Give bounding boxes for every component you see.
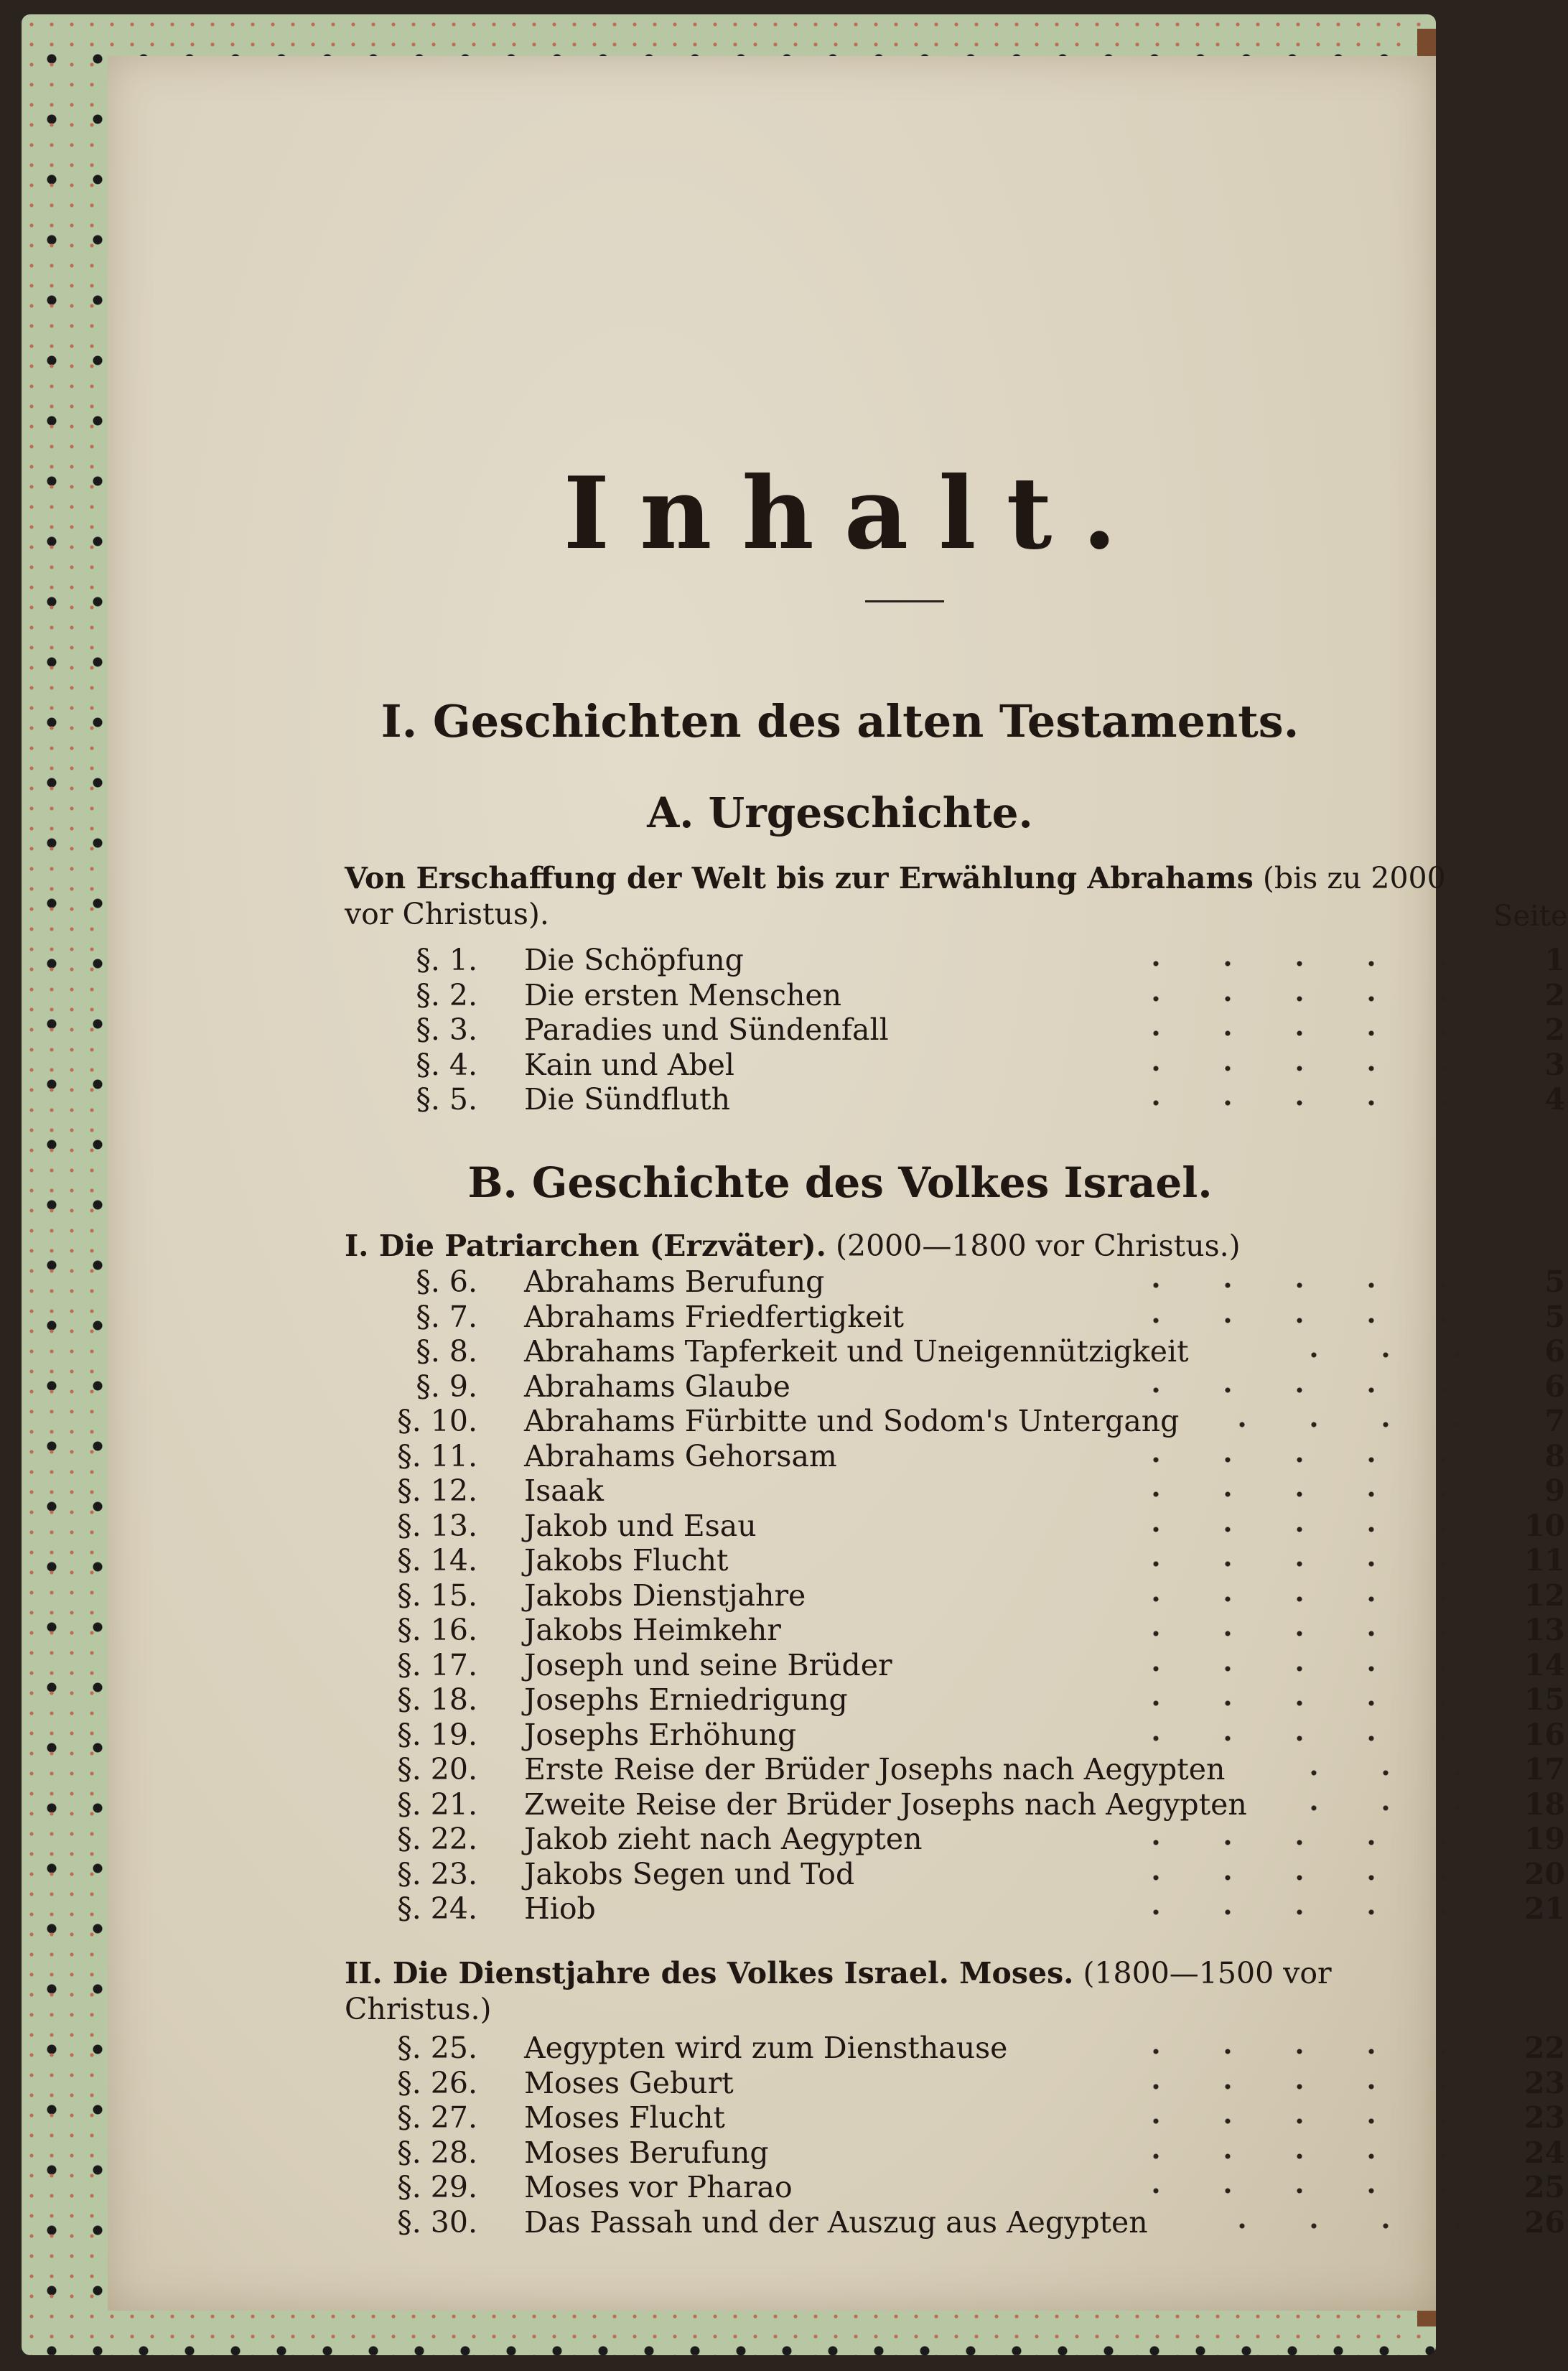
toc-dot-leader [1120, 995, 1493, 1002]
section-b-sub1 [345, 1228, 1450, 1264]
toc-dot-leader [1120, 2153, 1493, 2160]
toc-dot-leader [1120, 1387, 1493, 1394]
toc-dot-leader [1120, 2118, 1493, 2125]
toc-entry [345, 1369, 1565, 1404]
toc-entry-title: Abrahams Berufung [524, 1264, 825, 1299]
toc-entry-page: 8 [1544, 1438, 1565, 1473]
toc-entry [345, 1682, 1565, 1717]
toc-entry [345, 1012, 1565, 1047]
toc-entry-number: §. 19. [397, 1717, 477, 1752]
toc-dot-leader [1206, 1421, 1493, 1428]
toc-entry-number: §. 2. [416, 977, 477, 1012]
toc-entry-page: 20 [1523, 1856, 1565, 1891]
toc-entry-page: 26 [1523, 2204, 1565, 2240]
toc-entry-page: 15 [1523, 1682, 1565, 1717]
toc-dot-leader [1120, 1065, 1493, 1072]
toc-entry-title: Joseph und seine Brüder [524, 1647, 892, 1682]
toc-entry-title: Abrahams Fürbitte und Sodom's Untergang [524, 1404, 1180, 1438]
part-heading: I. Geschichten des alten Testaments. [381, 695, 1299, 747]
toc-entry [345, 1439, 1565, 1473]
toc-entry-page: 22 [1523, 2031, 1565, 2065]
toc-entry-page: 6 [1544, 1334, 1565, 1369]
toc-entry-number: §. 5. [416, 1082, 477, 1117]
toc-dot-leader [1120, 960, 1493, 967]
toc-entry-number: §. 28. [397, 2135, 477, 2170]
toc-entry-title: Abrahams Gehorsam [524, 1438, 837, 1473]
toc-entry-page: 14 [1523, 1647, 1565, 1682]
toc-dot-leader [1120, 1874, 1493, 1881]
toc-entry-title: Jakob zieht nach Aegypten [524, 1822, 923, 1856]
toc-entry-title: Die ersten Menschen [524, 977, 842, 1012]
toc-entry [345, 1334, 1565, 1369]
section-b-sub1-rest: (2000—1800 vor Christus.) [826, 1229, 1241, 1263]
toc-entry-page: 10 [1523, 1508, 1565, 1543]
toc-entry-page: 4 [1544, 1082, 1565, 1117]
toc-entry-page: 23 [1523, 2100, 1565, 2135]
toc-entry-title: Jakobs Heimkehr [524, 1613, 781, 1647]
section-a-heading: A. Urgeschichte. [647, 788, 1033, 837]
toc-entry-title: Isaak [524, 1473, 604, 1508]
toc-entry-page: 5 [1544, 1299, 1565, 1334]
toc-entry-page: 2 [1544, 1012, 1565, 1047]
toc-entry-number: §. 6. [416, 1264, 477, 1299]
toc-entry [345, 2170, 1565, 2204]
toc-dot-leader [1278, 1804, 1493, 1812]
toc-dot-leader [1120, 1630, 1493, 1637]
toc-entry [345, 1543, 1565, 1578]
toc-entry-title: Jakob und Esau [524, 1508, 757, 1543]
toc-entry-title: Abrahams Friedfertigkeit [524, 1299, 904, 1334]
toc-entry [345, 1718, 1565, 1752]
title-divider [865, 600, 944, 602]
toc-entry-page: 1 [1544, 943, 1565, 977]
toc-entry [345, 1082, 1565, 1117]
toc-entry [345, 2100, 1565, 2135]
toc-entry-number: §. 18. [397, 1682, 477, 1717]
toc-entry-title: Zweite Reise der Brüder Josephs nach Aegypten [524, 1787, 1247, 1822]
toc-entry-number: §. 30. [397, 2204, 477, 2240]
toc-entry-title: Jakobs Dienstjahre [524, 1578, 806, 1613]
toc-entry-number: §. 20. [397, 1752, 477, 1787]
toc-entry-title: Das Passah und der Auszug aus Aegypten [524, 2204, 1148, 2240]
toc-entry-page: 18 [1523, 1787, 1565, 1822]
book-page [108, 56, 1568, 2311]
toc-entry-title: Josephs Erhöhung [524, 1717, 797, 1752]
toc-entry [345, 1787, 1565, 1822]
toc-entry [345, 1300, 1565, 1334]
section-b-sub2 [345, 1955, 1450, 2027]
toc-entry-title: Moses vor Pharao [524, 2170, 793, 2204]
toc-entry-title: Abrahams Tapferkeit und Uneigennützigkeit [524, 1334, 1189, 1369]
section-b-sub2-rest: (1800—1500 vor Christus.) [345, 1956, 1332, 2026]
toc-entry-title: Die Schöpfung [524, 943, 744, 977]
toc-dot-leader [1120, 2048, 1493, 2055]
toc-dot-leader [1120, 1665, 1493, 1672]
toc-entry-number: §. 16. [397, 1613, 477, 1647]
toc-entry-number: §. 26. [397, 2065, 477, 2100]
toc-dot-leader [1120, 1456, 1493, 1463]
toc-entry-title: Hiob [524, 1891, 596, 1926]
toc-entry-page: 17 [1523, 1752, 1565, 1787]
toc-entry-title: Abrahams Glaube [524, 1369, 790, 1404]
toc-entry-page: 23 [1523, 2065, 1565, 2100]
toc-dot-leader [1120, 1317, 1493, 1324]
toc-entry-page: 7 [1544, 1404, 1565, 1438]
toc-entry-number: §. 17. [397, 1647, 477, 1682]
toc-entry [345, 943, 1565, 977]
toc-dot-leader [1120, 2187, 1493, 2194]
toc-entry-number: §. 8. [416, 1334, 477, 1369]
toc-entry [345, 978, 1565, 1012]
toc-dot-leader [1120, 1526, 1493, 1533]
section-b-heading: B. Geschichte des Volkes Israel. [467, 1158, 1213, 1207]
toc-entry [345, 1857, 1565, 1891]
toc-entry-title: Moses Flucht [524, 2100, 725, 2135]
toc-entry-number: §. 3. [416, 1012, 477, 1047]
toc-entry-page: 2 [1544, 977, 1565, 1012]
toc-entry-number: §. 4. [416, 1047, 477, 1082]
toc-entry-page: 12 [1523, 1578, 1565, 1613]
toc-entry-page: 25 [1523, 2170, 1565, 2204]
toc-entry-title: Die Sündfluth [524, 1082, 731, 1117]
toc-entry [345, 1648, 1565, 1682]
toc-dot-leader [1206, 2222, 1493, 2230]
toc-entry [345, 1048, 1565, 1082]
toc-dot-leader [1120, 1099, 1493, 1107]
toc-entry [345, 2205, 1565, 2240]
toc-entry-page: 21 [1523, 1891, 1565, 1926]
toc-entry-number: §. 27. [397, 2100, 477, 2135]
toc-entry-title: Moses Geburt [524, 2065, 734, 2100]
toc-entry-number: §. 14. [397, 1543, 477, 1578]
toc-dot-leader [1120, 2083, 1493, 2090]
toc-entry-title: Jakobs Flucht [524, 1543, 729, 1578]
section-a-subhead-rest: (bis zu 2000 vor Christus). [345, 861, 1446, 931]
toc-entry [345, 1509, 1565, 1543]
toc-entry [345, 1891, 1565, 1926]
toc-dot-leader [1120, 1560, 1493, 1568]
toc-dot-leader [1278, 1351, 1493, 1359]
page-column-label: Seite [1493, 900, 1568, 933]
toc-entry-number: §. 25. [397, 2031, 477, 2065]
toc-entry [345, 1404, 1565, 1438]
toc-entry-page: 3 [1544, 1047, 1565, 1082]
toc-entry [345, 1473, 1565, 1508]
page-title: Inhalt. [563, 455, 1147, 572]
section-b-sub1-bold: I. Die Patriarchen (Erzväter). [345, 1229, 826, 1263]
toc-dot-leader [1120, 1282, 1493, 1289]
toc-entry [345, 1822, 1565, 1856]
toc-entry-page: 5 [1544, 1264, 1565, 1299]
toc-entry-title: Paradies und Sündenfall [524, 1012, 889, 1047]
toc-entry-number: §. 1. [416, 943, 477, 977]
toc-entry-title: Moses Berufung [524, 2135, 769, 2170]
toc-entry [345, 1752, 1565, 1787]
toc-dot-leader [1120, 1596, 1493, 1603]
toc-entry-number: §. 10. [397, 1404, 477, 1438]
toc-entry [345, 2135, 1565, 2170]
toc-entry [345, 2031, 1565, 2065]
toc-entry-number: §. 24. [397, 1891, 477, 1926]
toc-dot-leader [1120, 1735, 1493, 1742]
toc-entry-number: §. 23. [397, 1856, 477, 1891]
toc-dot-leader [1120, 1491, 1493, 1498]
toc-entry-number: §. 21. [397, 1787, 477, 1822]
section-b-sub2-bold: II. Die Dienstjahre des Volkes Israel. Moses. [345, 1956, 1074, 1990]
toc-entry-title: Kain und Abel [524, 1047, 734, 1082]
toc-dot-leader [1120, 1839, 1493, 1846]
toc-entry-number: §. 9. [416, 1369, 477, 1404]
toc-entry-title: Josephs Erniedrigung [524, 1682, 848, 1717]
toc-entry-number: §. 7. [416, 1299, 477, 1334]
toc-dot-leader [1120, 1909, 1493, 1916]
toc-entry-page: 6 [1544, 1369, 1565, 1404]
toc-entry-number: §. 15. [397, 1578, 477, 1613]
toc-entry-title: Erste Reise der Brüder Josephs nach Aegypten [524, 1752, 1226, 1787]
toc-entry-title: Jakobs Segen und Tod [524, 1856, 855, 1891]
toc-entry-page: 13 [1523, 1613, 1565, 1647]
toc-entry [345, 1578, 1565, 1613]
section-a-subhead [345, 860, 1450, 932]
toc-dot-leader [1278, 1769, 1493, 1776]
toc-dot-leader [1120, 1700, 1493, 1707]
toc-dot-leader [1120, 1030, 1493, 1037]
toc-entry-number: §. 22. [397, 1822, 477, 1856]
toc-entry-page: 19 [1523, 1822, 1565, 1856]
toc-entry-title: Aegypten wird zum Diensthause [524, 2031, 1008, 2065]
toc-entry-page: 24 [1523, 2135, 1565, 2170]
toc-entry-page: 11 [1523, 1543, 1565, 1578]
toc-entry [345, 1613, 1565, 1647]
toc-entry-number: §. 11. [397, 1438, 477, 1473]
section-a-subhead-bold: Von Erschaffung der Welt bis zur Erwählung Abrahams [345, 861, 1254, 895]
toc-entry [345, 2066, 1565, 2100]
toc-entry-number: §. 13. [397, 1508, 477, 1543]
toc-entry-number: §. 12. [397, 1473, 477, 1508]
toc-entry [345, 1264, 1565, 1299]
toc-entry-page: 9 [1544, 1473, 1565, 1508]
toc-entry-page: 16 [1523, 1717, 1565, 1752]
toc-entry-number: §. 29. [397, 2170, 477, 2204]
